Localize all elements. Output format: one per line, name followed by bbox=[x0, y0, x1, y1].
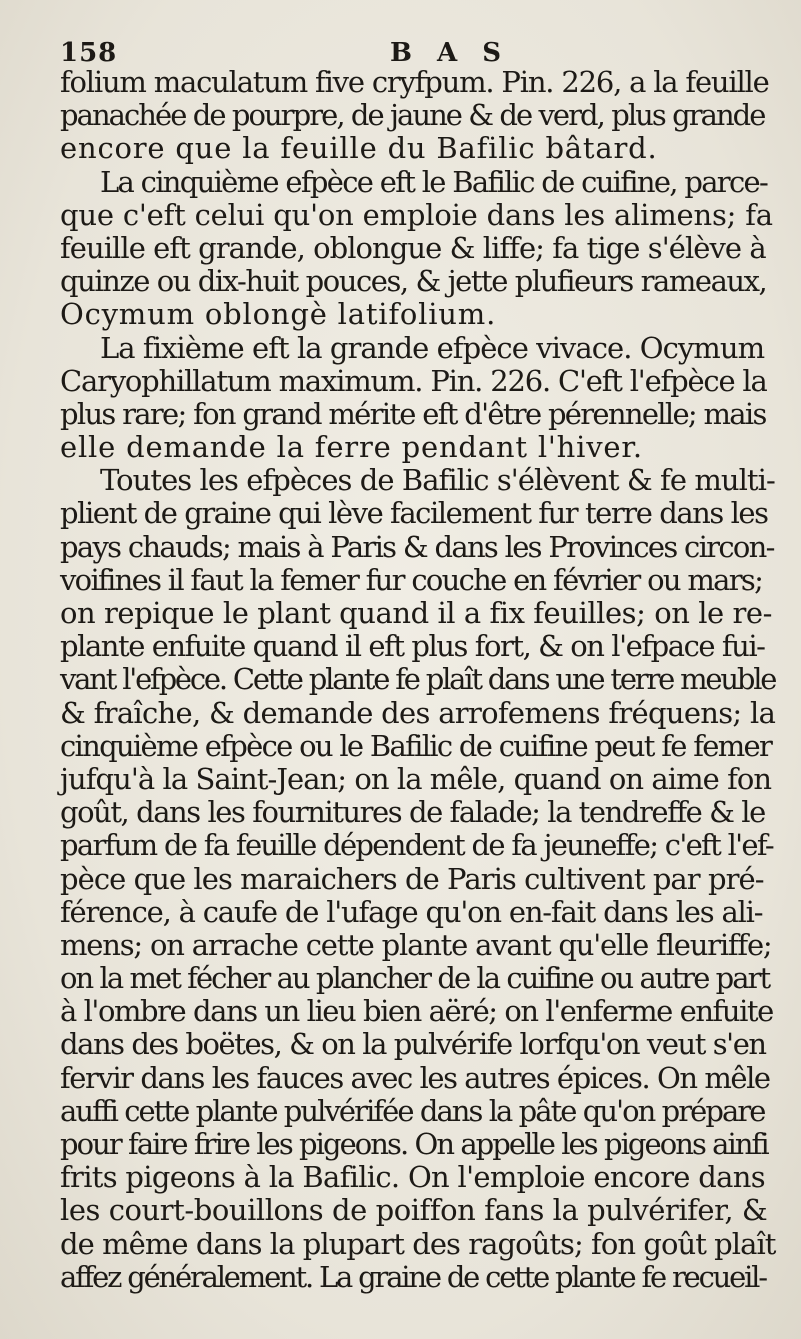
text-line: affez généralement. La graine de cette plante fe recueil- bbox=[60, 1259, 766, 1294]
text-line: pays chauds; mais à Paris & dans les Provinces circon- bbox=[60, 529, 774, 564]
text-line: elle demande la ferre pendant l'hiver. bbox=[60, 430, 643, 465]
text-line: fervir dans les fauces avec les autres épices. On mêle bbox=[60, 1060, 770, 1095]
text-line: vant l'efpèce. Cette plante fe plaît dans une terre meuble bbox=[60, 662, 776, 697]
text-line: La cinquième efpèce eft le Bafilic de cuifine, parce- bbox=[100, 164, 768, 199]
text-line: à l'ombre dans un lieu bien aëré; on l'enferme enfuite bbox=[60, 994, 773, 1029]
text-line: panachée de pourpre, de jaune & de verd, plus grande bbox=[60, 98, 765, 133]
text-line: que c'eft celui qu'on emploie dans les alimens; fa bbox=[60, 197, 773, 232]
text-line: férence, à caufe de l'ufage qu'on en-fait dans les ali- bbox=[60, 894, 763, 929]
text-line: voifines il faut la femer fur couche en février ou mars; bbox=[60, 562, 763, 597]
text-line: La fixième eft la grande efpèce vivace. Ocymum bbox=[100, 330, 765, 365]
text-line: plante enfuite quand il eft plus fort, & on l'efpace fui- bbox=[60, 629, 765, 664]
text-line: & fraîche, & demande des arrofemens fréquens; la bbox=[60, 695, 776, 730]
text-line: les court-bouillons de poiffon fans la pulvérifer, & bbox=[60, 1193, 768, 1228]
text-line: parfum de fa feuille dépendent de fa jeuneffe; c'eft l'ef- bbox=[60, 828, 773, 863]
text-line: auffi cette plante pulvérifée dans la pâte qu'on prépare bbox=[60, 1093, 765, 1128]
text-line: Ocymum oblongè latifolium. bbox=[60, 297, 497, 332]
text-line: Toutes les efpèces de Bafilic s'élèvent & fe multi- bbox=[100, 463, 775, 498]
text-line: jufqu'à la Saint-Jean; on la mêle, quand on aime fon bbox=[60, 761, 772, 796]
text-line: goût, dans les fournitures de falade; la tendreffe & le bbox=[60, 795, 765, 830]
text-line: dans des boëtes, & on la pulvérife lorfqu'on veut s'en bbox=[60, 1027, 766, 1062]
text-line: encore que la feuille du Bafilic bâtard. bbox=[60, 131, 658, 166]
running-title: B A S bbox=[390, 38, 510, 68]
text-line: frits pigeons à la Bafilic. On l'emploie encore dans bbox=[60, 1160, 765, 1195]
text-line: plus rare; fon grand mérite eft d'être pérennelle; mais bbox=[60, 396, 766, 431]
text-line: pour faire frire les pigeons. On appelle les pigeons ainfi bbox=[60, 1127, 768, 1161]
text-line: plient de graine qui lève facilement fur terre dans les bbox=[60, 496, 768, 531]
text-line: pèce que les maraichers de Paris cultivent par pré- bbox=[60, 861, 764, 896]
body-text bbox=[60, 66, 775, 1294]
text-line: quinze ou dix-huit pouces, & jette plufieurs rameaux, bbox=[60, 264, 767, 299]
text-line: mens; on arrache cette plante avant qu'elle fleuriffe; bbox=[60, 927, 772, 962]
text-line: on la met fécher au plancher de la cuifine ou autre part bbox=[60, 961, 770, 996]
page-number: 158 bbox=[60, 38, 118, 68]
text-line: on repique le plant quand il a fix feuilles; on le re- bbox=[60, 596, 772, 630]
text-line: feuille eft grande, oblongue & liffe; fa tige s'élève à bbox=[60, 230, 766, 265]
text-line: folium maculatum five cryfpum. Pin. 226, a la feuille bbox=[60, 65, 769, 99]
text-line: de même dans la plupart des ragoûts; fon goût plaît bbox=[60, 1226, 776, 1261]
text-line: Caryophillatum maximum. Pin. 226. C'eft l'efpèce la bbox=[60, 363, 767, 398]
text-line: cinquième efpèce ou le Bafilic de cuifine peut fe femer bbox=[60, 728, 772, 763]
